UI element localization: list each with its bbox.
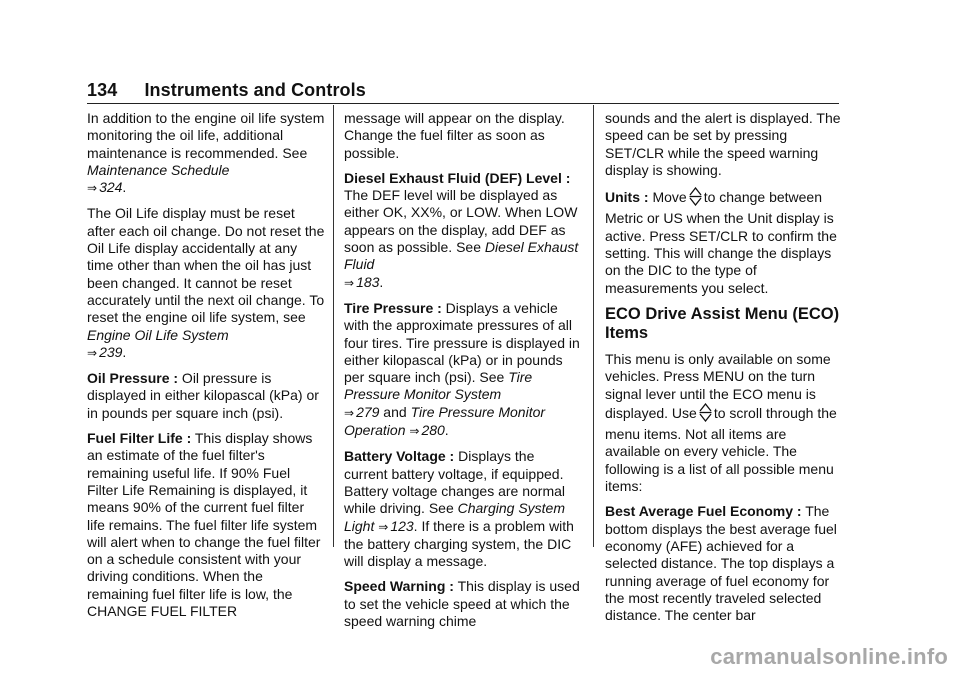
paragraph-text: Displays a vehicle with the approximate pressures of all four tires. Tire pressure is displayed in either kilopascal (kPa) or in pounds per square inch (psi). See	[344, 299, 580, 386]
column-3	[605, 110, 841, 632]
paragraph-text: The bottom displays the best average fuel economy (AFE) achieved for a selected distance. The top displays a running average of fuel economy for the most recently traveled selected distance. The center bar	[605, 503, 837, 624]
paragraph-maintenance: In addition to the engine oil life system monitoring the oil life, additional maintenance is recommended. See Maintenance Schedule ⇒ 324.	[87, 110, 325, 196]
paragraph-eco-menu	[605, 351, 841, 495]
section-heading-eco: ECO Drive Assist Menu (ECO) Items	[605, 304, 840, 342]
page-ref-arrow-icon: ⇒	[87, 345, 98, 360]
term-def-level: Diesel Exhaust Fluid (DEF) Level :	[344, 169, 571, 186]
page-ref-279[interactable]: 279	[356, 403, 380, 420]
ref-tire-pressure-monitor-operation[interactable]: Tire Pressure Monitor Operation	[344, 403, 546, 439]
column-divider-1	[333, 105, 334, 547]
page-ref-183[interactable]: 183	[356, 273, 380, 290]
term-oil-pressure: Oil Pressure :	[87, 370, 179, 387]
header-rule	[87, 103, 839, 104]
watermark: carmanualsonline.info	[710, 644, 948, 669]
term-fuel-filter-life: Fuel Filter Life :	[87, 430, 192, 447]
paragraph-battery-voltage	[344, 448, 580, 570]
ref-diesel-exhaust-fluid[interactable]: Diesel Exhaust Fluid	[344, 239, 579, 273]
page-ref-123[interactable]: 123	[390, 517, 414, 534]
column-1	[87, 110, 325, 628]
paragraph-text: The DEF level will be displayed as either OK, XX%, or LOW. When LOW appears on the display, add DEF as soon as possible. See	[344, 187, 578, 256]
paragraph-text: This display is used to set the vehicle speed at which the speed warning chime	[344, 578, 580, 630]
ref-maintenance-schedule[interactable]: Maintenance Schedule	[87, 161, 230, 178]
paragraph-tire-pressure: Tire Pressure : Displays a vehicle with the approximate pressures of all four tires. Tire pressure is displayed in either kilopascal (kPa) or in pounds per square inch (psi). See Tire Pressure Monitor System ⇒ 279 and Tire Pressure Monitor Operation ⇒ 280.	[344, 299, 580, 439]
paragraph-text: to change between Metric or US when the Unit display is active. Press SET/CLR to confirm the setting. This will change the displays on the DIC to the type of measurements you select.	[605, 189, 837, 296]
page-ref-239[interactable]: 239	[99, 343, 123, 360]
paragraph-fuel-filter-life	[87, 430, 325, 620]
paragraph-text: The Oil Life display must be reset after each oil change. Do not reset the Oil Life display accidentally at any time other than when the oil has just been changed. It cannot be reset accurately until the next oil change. To reset the engine oil life system, see	[87, 205, 325, 326]
paragraph-speed-warning	[344, 578, 580, 630]
column-divider-2	[593, 105, 594, 547]
page-ref-arrow-icon: ⇒	[378, 519, 389, 534]
term-battery-voltage: Battery Voltage :	[344, 448, 455, 465]
paragraph-text: . If there is a problem with the battery charging system, the DIC will display a message.	[344, 517, 574, 570]
paragraph-best-average-fuel-economy	[605, 503, 841, 624]
paragraph-oil-life-reset: The Oil Life display must be reset after each oil change. Do not reset the Oil Life display accidentally at any time other than when the oil has just been changed. It cannot be reset accurately until the next oil change. To reset the engine oil life system, see Engine Oil Life System ⇒ 239.	[87, 205, 325, 360]
page-header	[87, 80, 366, 101]
up-down-arrow-icon	[689, 187, 702, 210]
up-down-arrow-icon	[699, 403, 712, 426]
paragraph-text: This menu is only available on some vehicles. Press MENU on the turn signal lever until the ECO menu is displayed. Use	[605, 350, 831, 421]
paragraph-text: In addition to the engine oil life system monitoring the oil life, additional maintenance is recommended. See	[87, 110, 325, 161]
term-speed-warning: Speed Warning :	[344, 578, 454, 595]
column-2	[344, 110, 580, 638]
section-title: Instruments and Controls	[144, 80, 366, 100]
page-ref-arrow-icon: ⇒	[87, 181, 98, 196]
paragraph-text: Oil pressure is displayed in either kilopascal (kPa) or in pounds per square inch (psi).	[87, 370, 319, 421]
paragraph-def-level: Diesel Exhaust Fluid (DEF) Level : The DEF level will be displayed as either OK, XX%, or LOW. When LOW appears on the display, add DEF as soon as possible. See Diesel Exhaust Fluid ⇒ 183.	[344, 169, 579, 290]
page-ref-324[interactable]: 324	[99, 179, 123, 196]
paragraph-text: sounds and the alert is displayed. The speed can be set by pressing SET/CLR while the speed warning display is showing.	[605, 110, 841, 178]
paragraph-text: and	[379, 403, 411, 420]
paragraph-units	[605, 187, 841, 297]
term-tire-pressure: Tire Pressure :	[344, 299, 442, 316]
ref-charging-system-light[interactable]: Charging System Light	[344, 500, 566, 534]
page-ref-arrow-icon: ⇒	[344, 275, 355, 290]
paragraph-fuel-filter-cont	[344, 110, 580, 162]
paragraph-text: to scroll through the menu items. Not all items are available on every vehicle. The following is a list of all possible menu items:	[605, 404, 837, 495]
ref-tire-pressure-monitor-system[interactable]: Tire Pressure Monitor System	[344, 369, 533, 403]
paragraph-text: Displays the current battery voltage, if equipped. Battery voltage changes are normal while driving. See	[344, 448, 566, 517]
ref-engine-oil-life-system[interactable]: Engine Oil Life System	[87, 326, 229, 343]
paragraph-text: This display shows an estimate of the fuel filter's remaining useful life. If 90% Fuel Filter Life Remaining is displayed, it means 90% of the current fuel filter life remains. The fuel filter life system will alert when to change the fuel filter on a schedule consistent with your driving conditions. When the remaining fuel filter life is low, the CHANGE FUEL FILTER	[87, 430, 321, 620]
paragraph-text: message will appear on the display. Change the fuel filter as soon as possible.	[344, 110, 565, 161]
paragraph-oil-pressure	[87, 370, 325, 422]
term-units: Units :	[605, 189, 649, 206]
page-number: 134	[87, 80, 118, 100]
paragraph-speed-warning-cont	[605, 110, 841, 179]
term-best-average-fuel-economy: Best Average Fuel Economy :	[605, 503, 802, 520]
page-ref-280[interactable]: 280	[421, 422, 445, 439]
page-ref-arrow-icon: ⇒	[344, 405, 355, 420]
paragraph-text: Move	[648, 189, 687, 206]
page-ref-arrow-icon: ⇒	[409, 424, 420, 439]
